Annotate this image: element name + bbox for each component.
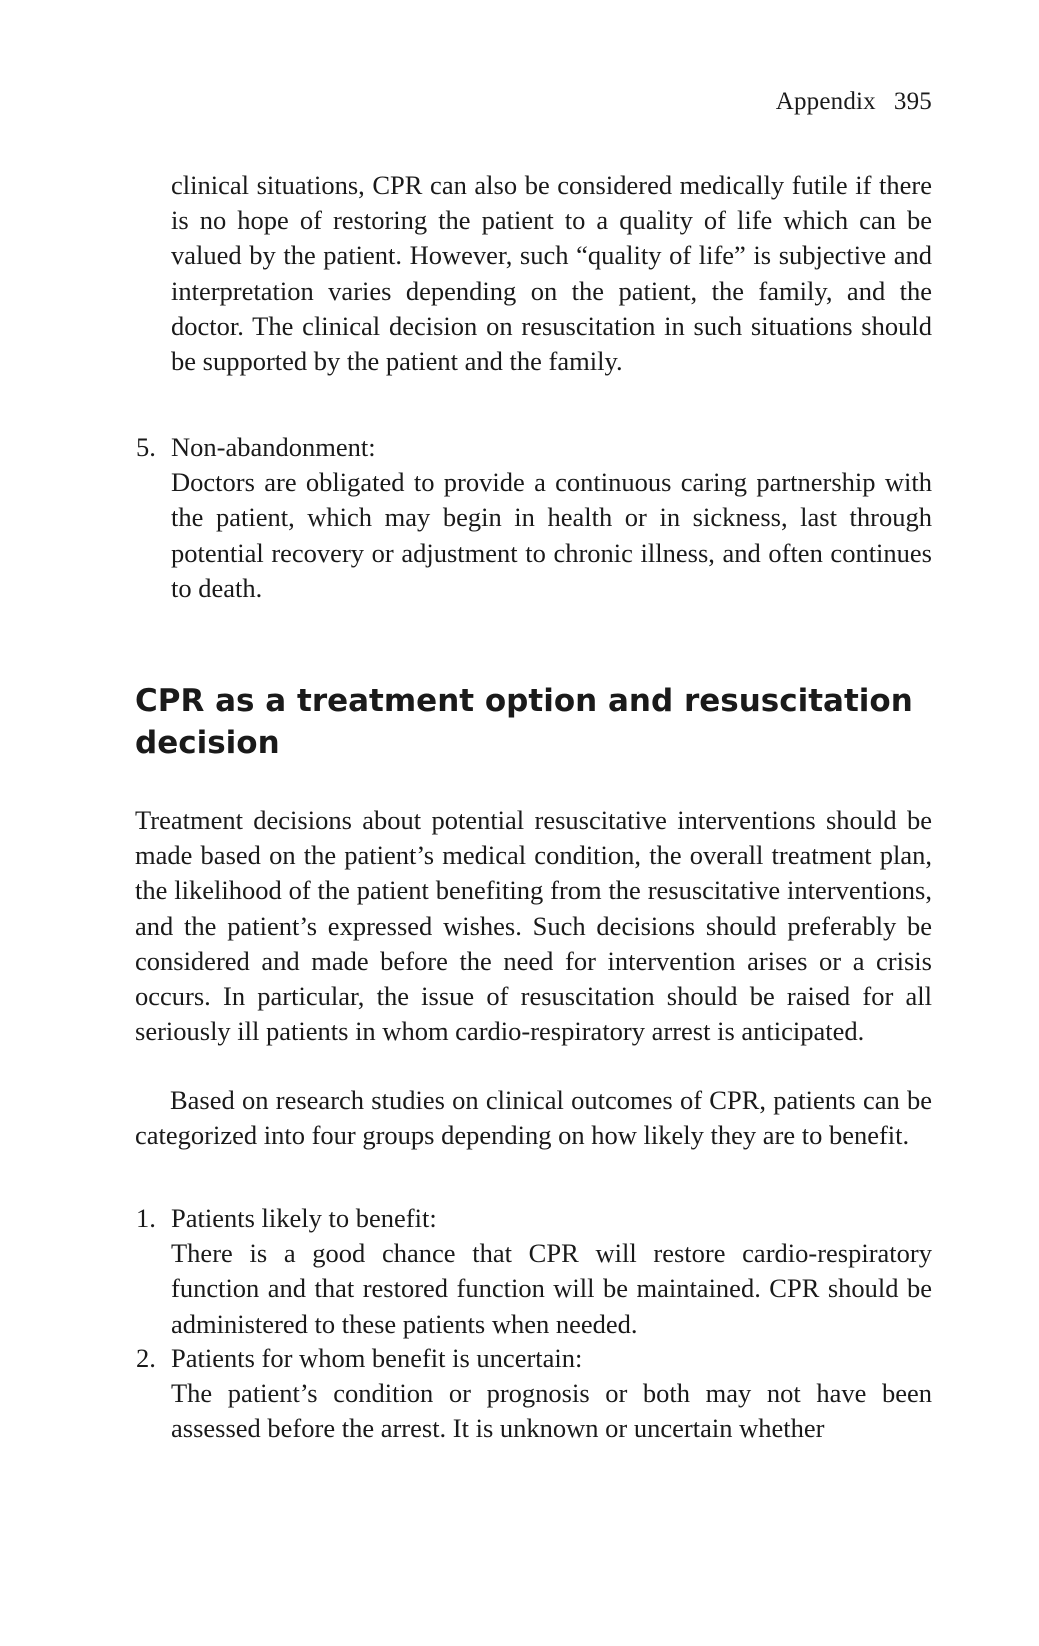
section-paragraph-1: Treatment decisions about potential resuscitative interventions should be made based on the patient’s medical condition, the overall treatment plan, the likelihood of the patient benefiting from the resuscitative interventions, and the patient’s expressed wishes. Such decisions should preferably be considered and made before the need for intervention arises or a crisis occurs. In particular, the issue of resuscitation should be raised for all seriously ill patients in whom cardio-respiratory arrest is anticipated. [135,805,932,1047]
list-item-1 [136,1201,932,1342]
list-item-text: Doctors are obligated to provide a continuous caring partnership with the patient, which may begin in health or in sickness, last through potential recovery or adjustment to chronic illness, and often continues to death. [171,467,932,603]
continued-paragraph: clinical situations, CPR can also be considered medically futile if there is no hope of restoring the patient to a quality of life which can be valued by the patient. However, such “quality of life” is subjective and interpretation varies depending on the patient, the family, and the doctor. The clinical decision on resuscitation in such situations should be supported by the patient and the family. [171,170,932,377]
page-number: 395 [893,88,932,115]
running-header-section: Appendix [775,88,876,115]
list-item-title: Patients for whom benefit is uncertain: [171,1343,583,1373]
list-item-title: Non-abandonment: [171,432,376,462]
list-item-title: Patients likely to benefit: [171,1203,437,1233]
section-heading: CPR as a treatment option and resuscitation decision [135,683,913,761]
list-item-2 [136,1341,932,1447]
list-item-number: 1. [136,1203,156,1233]
list-item-number: 5. [136,432,156,462]
list-item-text: The patient’s condition or prognosis or both may not have been assessed before the arrest. It is unknown or uncertain whether [171,1378,932,1444]
running-header [776,88,932,116]
list-item-text: There is a good chance that CPR will restore cardio-respiratory function and that restored function will be maintained. CPR should be administered to these patients when needed. [171,1238,932,1339]
section-paragraph-2: Based on research studies on clinical outcomes of CPR, patients can be categorized into four groups depending on how likely they are to benefit. [135,1085,932,1151]
list-item-number: 2. [136,1343,156,1373]
list-item-5 [136,430,932,606]
